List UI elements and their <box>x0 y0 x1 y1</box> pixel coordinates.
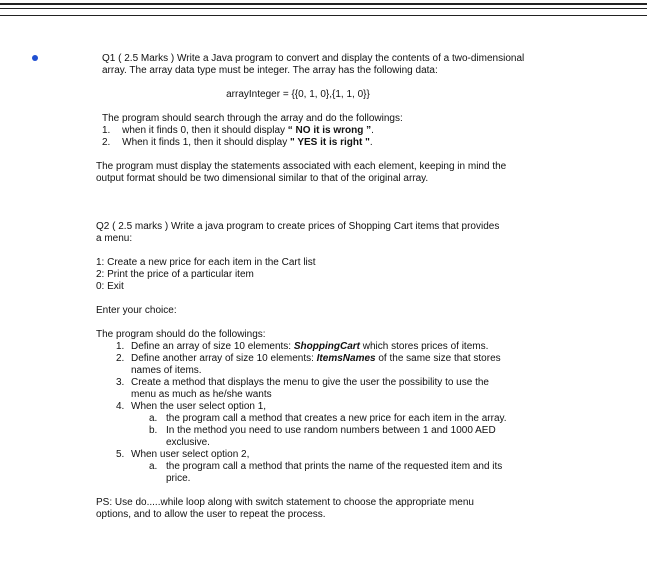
q2-task4b-text-line1: In the method you need to use random numbers between 1 and 1000 AED <box>166 425 496 436</box>
q2-task1-pre: Define an array of size 10 elements: <box>131 341 294 352</box>
q1-array-definition: arrayInteger = {{0, 1, 0},{1, 1, 0}} <box>226 89 370 100</box>
q2-task5a-text-line2: price. <box>166 473 191 484</box>
q2-task2-text-line1 <box>131 353 501 365</box>
q2-task4a-letter: a. <box>149 413 158 424</box>
q2-menu-option-0: 0: Exit <box>96 281 124 292</box>
q1-item-1-number: 1. <box>102 125 111 136</box>
q2-task1-number: 1. <box>116 341 125 352</box>
q2-task2-number: 2. <box>116 353 125 364</box>
q2-task1-post: which stores prices of items. <box>359 341 489 352</box>
q1-item-2-text: When it finds 1, then it should display <box>122 137 290 148</box>
q1-item-2 <box>102 137 373 149</box>
q2-menu-option-1: 1: Create a new price for each item in the Cart list <box>96 257 316 268</box>
q2-task4a-text: the program call a method that creates a new price for each item in the array. <box>166 413 507 424</box>
bullet-dot-icon <box>32 55 38 61</box>
q1-item-1-text: when it finds 0, then it should display <box>122 125 288 136</box>
top-rule-3 <box>0 15 647 16</box>
q2-tasks-intro: The program should do the followings: <box>96 329 266 340</box>
q2-menu-option-2: 2: Print the price of a particular item <box>96 269 254 280</box>
q1-heading-line2: array. The array data type must be integer. The array has the following data: <box>102 65 438 76</box>
q2-task2-text-line2: names of items. <box>131 365 202 376</box>
q1-search-intro: The program should search through the array and do the followings: <box>102 113 403 124</box>
q2-task4b-letter: b. <box>149 425 158 436</box>
q1-item-2-bold: " YES it is right " <box>290 137 370 148</box>
top-rule-1 <box>0 3 647 5</box>
q1-item-1-bold: “ NO it is wrong ” <box>287 125 372 136</box>
q2-prompt: Enter your choice: <box>96 305 177 316</box>
top-rule-2 <box>0 8 647 9</box>
q2-task2-post: of the same size that stores <box>375 353 501 364</box>
q2-heading-line1: Q2 ( 2.5 marks ) Write a java program to create prices of Shopping Cart items that provides <box>96 221 500 232</box>
q2-task1-text <box>131 341 488 353</box>
q1-item-2-number: 2. <box>102 137 111 148</box>
q1-item-2-post: . <box>369 137 373 148</box>
q2-task3-text-line2: menu as much as he/she wants <box>131 389 272 400</box>
q1-footer-line1: The program must display the statements associated with each element, keeping in mind the <box>96 161 507 172</box>
q1-item-1 <box>102 125 374 137</box>
q2-heading-line2: a menu: <box>96 233 133 244</box>
q1-heading-line1: Q1 ( 2.5 Marks ) Write a Java program to convert and display the contents of a two-dimensional <box>102 53 525 64</box>
q2-task2-pre: Define another array of size 10 elements: <box>131 353 317 364</box>
q2-ps-line2: options, and to allow the user to repeat the process. <box>96 509 326 520</box>
q2-task5-number: 5. <box>116 449 125 460</box>
q2-task5-text: When user select option 2, <box>131 449 250 460</box>
q2-task1-shoppingcart: ShoppingCart <box>293 341 360 352</box>
q2-task3-number: 3. <box>116 377 125 388</box>
q2-task4-text: When the user select option 1, <box>131 401 267 412</box>
q1-footer-line2: output format should be two dimensional similar to that of the original array. <box>96 173 429 184</box>
q2-task4-number: 4. <box>116 401 125 412</box>
q2-task2-itemsnames: ItemsNames <box>316 353 376 364</box>
q2-task3-text-line1: Create a method that displays the menu to give the user the possibility to use the <box>131 377 489 388</box>
q2-task5a-letter: a. <box>149 461 158 472</box>
q2-task5a-text-line1: the program call a method that prints the name of the requested item and its <box>166 461 503 472</box>
q1-item-1-post: . <box>371 125 374 136</box>
q2-task4b-text-line2: exclusive. <box>166 437 210 448</box>
q2-ps-line1: PS: Use do.....while loop along with switch statement to choose the appropriate menu <box>96 497 474 508</box>
